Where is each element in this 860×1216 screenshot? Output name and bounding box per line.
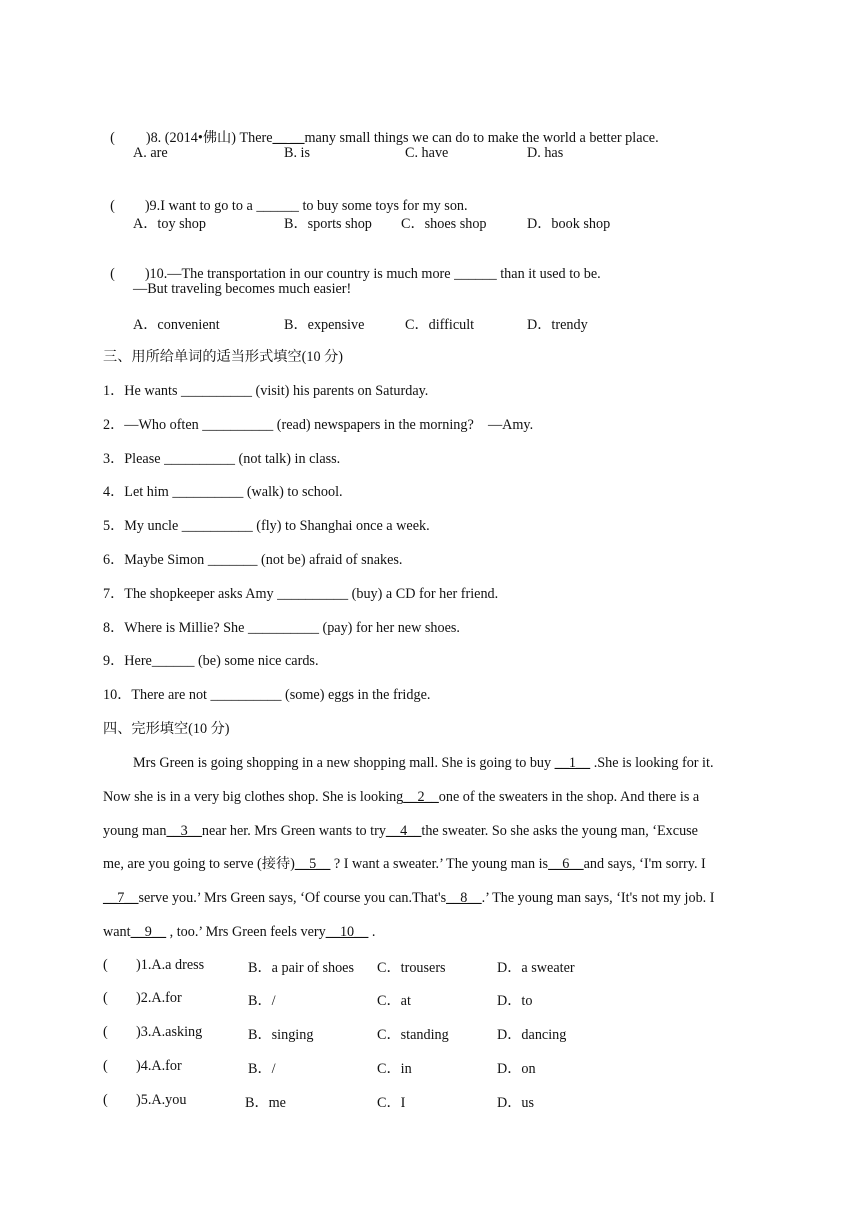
fill-blank-item: 4．Let him __________ (walk) to school. <box>103 484 343 500</box>
question-stem: )9.I want to go to a ______ to buy some toys for my son. <box>144 198 468 214</box>
answer-paren-open: ( <box>110 130 115 146</box>
option-b: B．/ <box>248 1061 276 1077</box>
section-heading: 四、完形填空(10 分) <box>103 721 230 737</box>
blank-4: __4__ <box>385 823 422 839</box>
section-heading: 三、用所给单词的适当形式填空(10 分) <box>103 349 343 365</box>
fill-blank-item: 8．Where is Millie? She __________ (pay) for her new shoes. <box>103 620 460 636</box>
option-d: D．trendy <box>527 317 588 333</box>
passage-line: Mrs Green is going shopping in a new shopping mall. She is going to buy __1__ .She is looking for it. <box>133 755 714 771</box>
option-b: B．a pair of shoes <box>248 960 354 976</box>
blank-7: __7__ <box>103 890 139 906</box>
fill-blank-item: 9．Here______ (be) some nice cards. <box>103 653 319 669</box>
option-a: A．convenient <box>133 317 220 333</box>
option-c: C．difficult <box>405 317 475 333</box>
question-stem: 8. (2014•佛山) There <box>150 130 273 146</box>
fill-blank-item: 6．Maybe Simon _______ (not be) afraid of snakes. <box>103 552 403 568</box>
option-d: D．book shop <box>527 216 611 232</box>
question-option-a: )4.A.for <box>136 1058 182 1074</box>
answer-paren-close: ) <box>145 130 151 146</box>
option-c: C．trousers <box>377 960 446 976</box>
answer-paren-open: ( <box>110 198 115 214</box>
option-b: B．expensive <box>284 317 365 333</box>
option-d: D．to <box>497 993 533 1009</box>
option-d: D．a sweater <box>497 960 575 976</box>
option-d: D. has <box>527 145 564 161</box>
option-c: C．shoes shop <box>401 216 487 232</box>
blank-3: __3__ <box>166 823 202 839</box>
answer-paren-open: ( <box>103 990 108 1006</box>
mc-q10 <box>103 247 601 283</box>
passage-line: Now she is in a very big clothes shop. She is looking__2__one of the sweaters in the shop. And there is a <box>103 789 700 805</box>
fill-blank-item: 3．Please __________ (not talk) in class. <box>103 451 341 467</box>
fill-blank-item: 2．—Who often __________ (read) newspapers in the morning? —Amy. <box>103 417 534 433</box>
answer-paren-open: ( <box>103 1024 108 1040</box>
blank-2: __2__ <box>403 789 439 805</box>
answer-paren-open: ( <box>110 266 115 282</box>
blank-9: __9__ <box>130 924 167 940</box>
passage-line: me, are you going to serve (接待)__5__ ? I want a sweater.’ The young man is__6__and says, ‘I'm sorry. I <box>103 856 706 872</box>
fill-blank-item: 7．The shopkeeper asks Amy __________ (buy) a CD for her friend. <box>103 586 499 602</box>
question-option-a: )5.A.you <box>136 1092 187 1108</box>
question-option-a: )1.A.a dress <box>136 957 205 973</box>
question-option-a: )2.A.for <box>136 990 182 1006</box>
option-a: A．toy shop <box>133 216 206 232</box>
option-b: B. is <box>284 145 311 161</box>
option-a: A. are <box>133 145 168 161</box>
question-stem-end: many small things we can do to make the world a better place. <box>304 130 659 146</box>
question-stem: )10.—The transportation in our country is much more ______ than it used to be. <box>144 266 601 282</box>
mc-q9 <box>103 179 468 215</box>
mc-q8 <box>103 111 659 147</box>
option-d: D．dancing <box>497 1027 567 1043</box>
blank-1: __1__ <box>554 755 591 771</box>
fill-blank-item: 10．There are not __________ (some) eggs in the fridge. <box>103 687 431 703</box>
passage-line: __7__serve you.’ Mrs Green says, ‘Of course you can.That's__8__.’ The young man says, ‘It's not my job. I <box>103 890 715 906</box>
fill-blank-item: 5．My uncle __________ (fly) to Shanghai once a week. <box>103 518 430 534</box>
option-b: B．me <box>245 1095 286 1111</box>
answer-paren-open: ( <box>103 957 108 973</box>
blank-6: __6__ <box>548 856 584 872</box>
passage-line: young man__3__near her. Mrs Green wants to try__4__the sweater. So she asks the young man, ‘Excuse <box>103 823 698 839</box>
question-option-a: )3.A.asking <box>136 1024 203 1040</box>
option-d: D．us <box>497 1095 535 1111</box>
option-c: C．in <box>377 1061 412 1077</box>
option-c: C．I <box>377 1095 406 1111</box>
option-b: B．/ <box>248 993 276 1009</box>
option-c: C．standing <box>377 1027 449 1043</box>
question-reply: —But traveling becomes much easier! <box>133 281 352 297</box>
blank-10: __10__ <box>325 924 369 940</box>
option-b: B．sports shop <box>284 216 372 232</box>
passage-line: want__9__ , too.’ Mrs Green feels very__10__ . <box>103 924 376 940</box>
option-c: C．at <box>377 993 411 1009</box>
blank-5: __5__ <box>294 856 331 872</box>
answer-paren-open: ( <box>103 1092 108 1108</box>
answer-blank: __ __ <box>272 130 305 146</box>
blank-8: __8__ <box>446 890 482 906</box>
option-d: D．on <box>497 1061 536 1077</box>
option-c: C. have <box>405 145 449 161</box>
option-b: B．singing <box>248 1027 314 1043</box>
fill-blank-item: 1．He wants __________ (visit) his parents on Saturday. <box>103 383 429 399</box>
answer-paren-open: ( <box>103 1058 108 1074</box>
